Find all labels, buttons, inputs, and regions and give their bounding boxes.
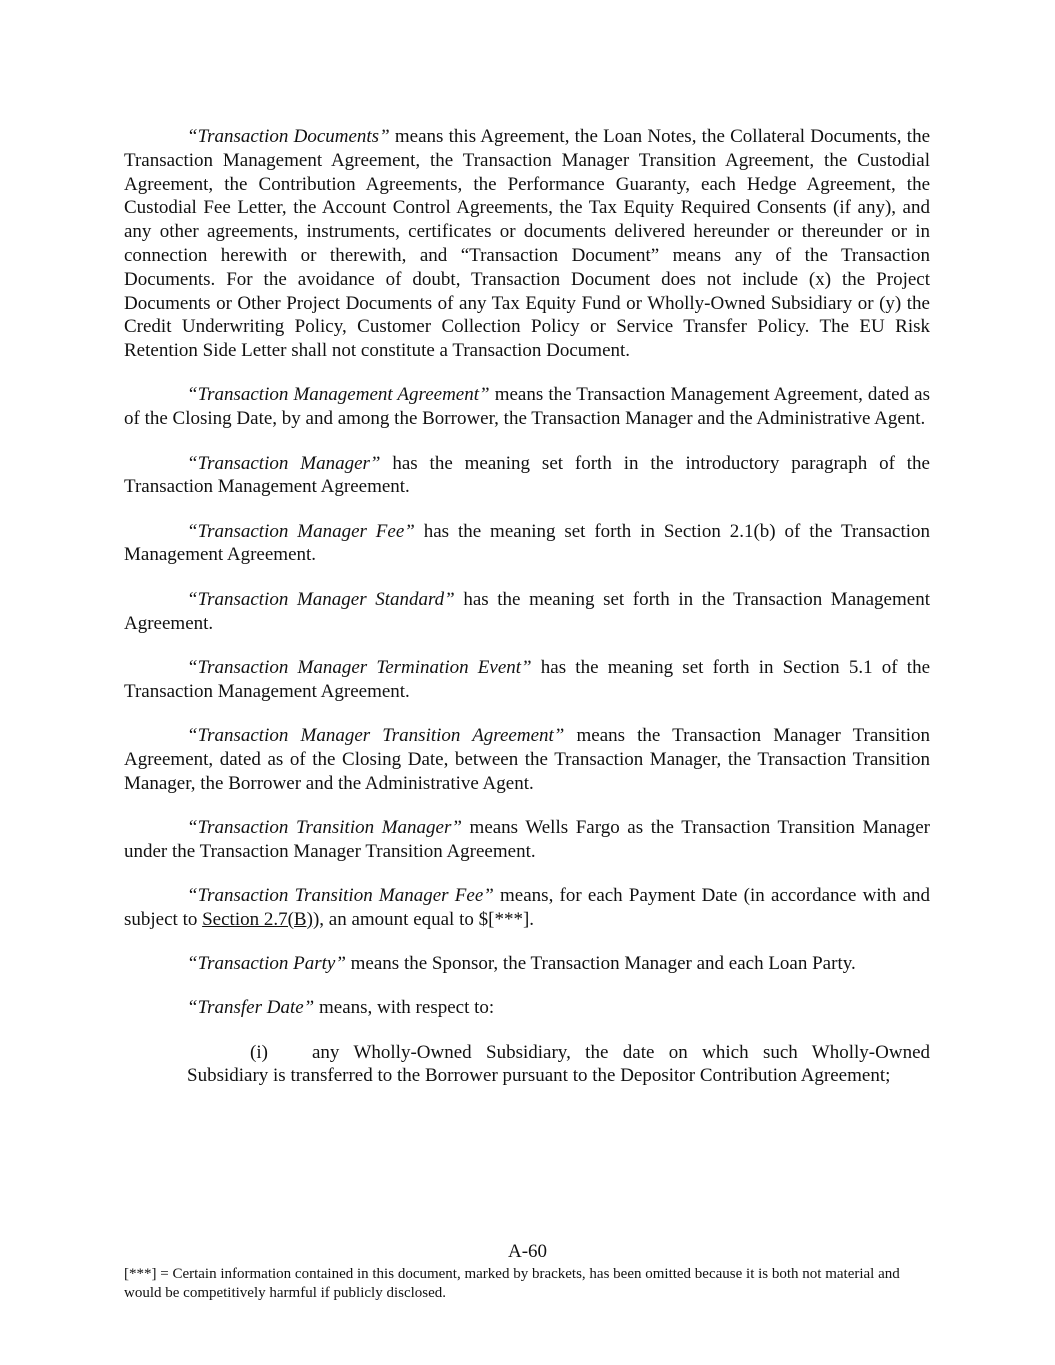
definition-text: means Wells Fargo as the Transaction Transition Manager under the Transaction Manager Transition Agreement. [124, 816, 931, 862]
definition-text: has the meaning set forth in Section 5.1 of the Transaction Management Agreement. [124, 656, 931, 702]
definition-transaction-manager-transition-agreement [124, 724, 930, 795]
defined-term: “Transfer Date” [187, 997, 315, 1019]
definition-transaction-management-agreement [124, 383, 930, 431]
section-reference-link[interactable]: Section 2.7(B) [202, 908, 313, 930]
defined-term: “Transaction Transition Manager Fee” [187, 884, 494, 906]
defined-term: “Transaction Manager Standard” [187, 588, 455, 610]
definition-transfer-date [124, 996, 930, 1020]
defined-term: “Transaction Documents” [187, 126, 390, 147]
definition-text: means, with respect to: [314, 997, 495, 1019]
definition-transaction-party [124, 952, 930, 976]
document-body [124, 125, 930, 1088]
sublist-number: (i) [250, 1041, 268, 1063]
sublist-item [187, 1041, 930, 1089]
definition-text: has the meaning set forth in the Transaction Management Agreement. [124, 588, 930, 634]
definition-text: has the meaning set forth in the introductory paragraph of the Transaction Management Agreement. [124, 452, 930, 498]
definition-text: means the Sponsor, the Transaction Manager and each Loan Party. [345, 953, 856, 975]
defined-term: “Transaction Transition Manager” [187, 816, 462, 838]
definition-transaction-transition-manager-fee [124, 884, 930, 932]
defined-term: “Transaction Manager” [187, 452, 381, 474]
definition-text: means the Transaction Manager Transition Agreement, dated as of the Closing Date, between the Transaction Manager, the Transaction Transition Manager, the Borrower and the Administrative Agent. [124, 724, 931, 794]
definition-transaction-manager-standard [124, 588, 930, 636]
definition-text: means the Transaction Management Agreement, dated as of the Closing Date, by and among the Borrower, the Transaction Manager and the Administrative Agent. [124, 384, 930, 430]
defined-term: “Transaction Management Agreement” [187, 384, 490, 406]
sublist-text: any Wholly-Owned Subsidiary, the date on which such Wholly-Owned Subsidiary is transferred to the Borrower pursuant to the Depositor Contribution Agreement; [187, 1041, 930, 1087]
definition-transaction-transition-manager [124, 816, 930, 864]
definition-text-continued: ), an amount equal to $[***]. [312, 908, 535, 930]
definition-transaction-manager [124, 452, 930, 500]
defined-term: “Transaction Manager Fee” [187, 520, 415, 542]
definition-text: means this Agreement, the Loan Notes, the Collateral Documents, the Transaction Management Agreement, the Transaction Manager Transition Agreement, the Custodial Agreement, the Contribution Agreements, the Performance Guaranty, each Hedge Agreement, the Custodial Fee Letter, the Account Control Agreements, the Tax Equity Required Consents (if any), and any other agreements, instruments, certificates or documents delivered hereunder or thereunder or in connection herewith or therewith, and “Transaction Document” means any of the Transaction Documents. For the avoidance of doubt, Transaction Document does not include (x) the Project Documents or Other Project Documents of any Tax Equity Fund or Wholly-Owned Subsidiary or (y) the Credit Underwriting Policy, Customer Collection Policy or Service Transfer Policy. The EU Risk Retention Side Letter shall not constitute a Transaction Document. [124, 126, 930, 362]
page-number: A-60 [507, 1241, 548, 1262]
definition-text: has the meaning set forth in Section 2.1(b) of the Transaction Management Agreement. [124, 520, 931, 566]
defined-term: “Transaction Party” [187, 953, 346, 975]
defined-term: “Transaction Manager Transition Agreement” [187, 724, 565, 746]
confidentiality-footnote: [***] = Certain information contained in this document, marked by brackets, has been omitted because it is both not material and would be competitively harmful if publicly disclosed. [124, 1266, 900, 1301]
defined-term: “Transaction Manager Termination Event” [187, 656, 532, 678]
definition-transaction-manager-termination-event [124, 656, 930, 704]
definition-transaction-documents [124, 125, 930, 363]
definition-text: means, for each Payment Date (in accordance with and subject to [124, 884, 931, 930]
definition-transaction-manager-fee [124, 520, 930, 568]
